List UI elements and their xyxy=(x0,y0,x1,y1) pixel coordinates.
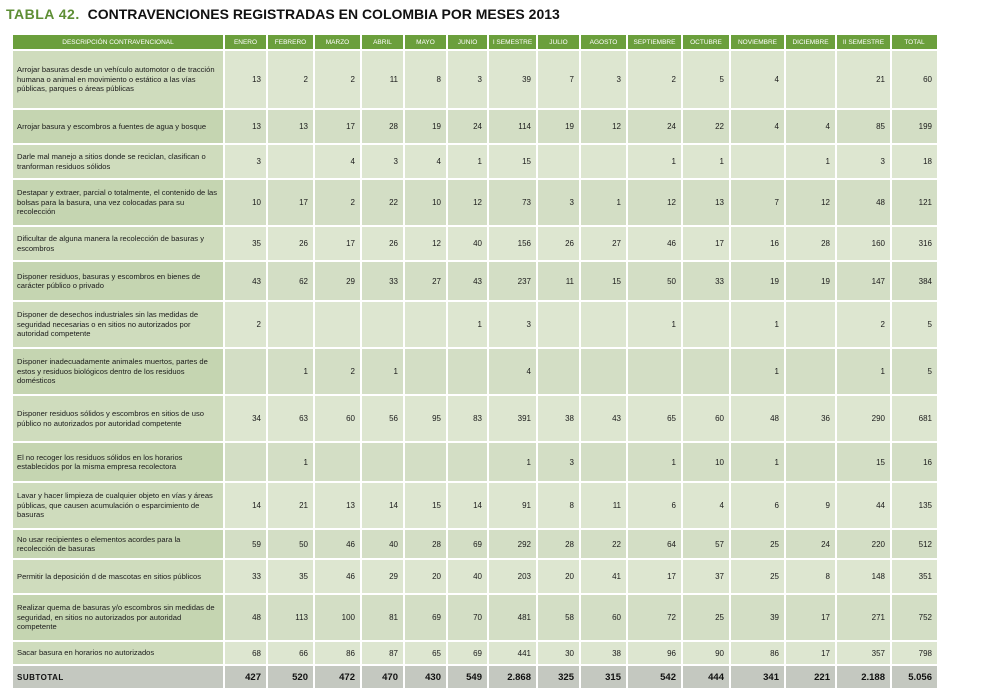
row-description: Destapar y extraer, parcial o totalmente, el contenido de las bolsas para la basura, una vez colocadas para su recolección xyxy=(13,180,223,225)
subtotal-cell: 427 xyxy=(225,666,266,688)
table-cell xyxy=(538,349,579,394)
contravenciones-table xyxy=(11,33,939,690)
row-description: Arrojar basuras desde un vehículo automotor o de tracción humana o animal en movimiento o estático a las vías públicas, parques o áreas públicas xyxy=(13,51,223,108)
table-cell: 56 xyxy=(362,396,403,441)
table-cell: 15 xyxy=(489,145,536,178)
table-cell: 7 xyxy=(731,180,784,225)
table-body xyxy=(13,51,937,664)
table-cell: 3 xyxy=(538,443,579,481)
table-cell xyxy=(581,145,626,178)
table-cell: 4 xyxy=(405,145,446,178)
table-cell: 46 xyxy=(315,530,360,558)
table-cell: 69 xyxy=(448,642,487,664)
row-description: Disponer de desechos industriales sin las medidas de seguridad necesarias o en sitios no autorizados por autoridad competente xyxy=(13,302,223,347)
table-cell: 10 xyxy=(683,443,729,481)
table-row xyxy=(13,642,937,664)
subtotal-cell: 430 xyxy=(405,666,446,688)
table-cell: 50 xyxy=(268,530,313,558)
subtotal-cell: 315 xyxy=(581,666,626,688)
subtotal-cell: 2.188 xyxy=(837,666,890,688)
table-cell: 24 xyxy=(786,530,835,558)
subtotal-cell: 2.868 xyxy=(489,666,536,688)
table-cell xyxy=(405,443,446,481)
table-cell: 113 xyxy=(268,595,313,640)
table-cell: 160 xyxy=(837,227,890,260)
table-cell: 17 xyxy=(315,227,360,260)
table-cell: 87 xyxy=(362,642,403,664)
header-row xyxy=(13,35,937,49)
row-description: Disponer residuos sólidos y escombros en sitios de uso público no autorizados por autoridad competente xyxy=(13,396,223,441)
table-cell: 39 xyxy=(731,595,784,640)
table-row xyxy=(13,595,937,640)
table-cell: 46 xyxy=(315,560,360,593)
table-cell xyxy=(538,302,579,347)
table-cell: 156 xyxy=(489,227,536,260)
table-cell: 13 xyxy=(225,110,266,143)
table-cell: 1 xyxy=(489,443,536,481)
table-cell xyxy=(786,443,835,481)
subtotal-cell: 542 xyxy=(628,666,681,688)
table-cell: 135 xyxy=(892,483,937,528)
table-cell: 27 xyxy=(581,227,626,260)
table-cell: 5 xyxy=(683,51,729,108)
table-cell xyxy=(683,349,729,394)
table-cell: 17 xyxy=(786,642,835,664)
table-row xyxy=(13,145,937,178)
table-cell: 25 xyxy=(683,595,729,640)
table-row xyxy=(13,180,937,225)
table-cell: 33 xyxy=(225,560,266,593)
table-cell: 121 xyxy=(892,180,937,225)
table-cell: 220 xyxy=(837,530,890,558)
table-cell xyxy=(268,302,313,347)
table-cell: 13 xyxy=(268,110,313,143)
table-cell: 10 xyxy=(405,180,446,225)
table-cell: 199 xyxy=(892,110,937,143)
table-cell: 26 xyxy=(362,227,403,260)
table-cell: 11 xyxy=(581,483,626,528)
table-cell: 65 xyxy=(405,642,446,664)
table-cell: 12 xyxy=(581,110,626,143)
table-cell: 66 xyxy=(268,642,313,664)
table-cell: 14 xyxy=(362,483,403,528)
table-cell: 13 xyxy=(683,180,729,225)
table-cell xyxy=(786,51,835,108)
subtotal-cell: 325 xyxy=(538,666,579,688)
table-cell: 3 xyxy=(538,180,579,225)
table-cell: 86 xyxy=(731,642,784,664)
table-cell xyxy=(581,443,626,481)
table-cell: 81 xyxy=(362,595,403,640)
table-cell: 83 xyxy=(448,396,487,441)
table-title xyxy=(6,3,560,25)
table-cell: 60 xyxy=(892,51,937,108)
table-cell: 8 xyxy=(538,483,579,528)
table-cell: 384 xyxy=(892,262,937,300)
table-cell xyxy=(581,302,626,347)
table-cell: 17 xyxy=(786,595,835,640)
table-cell: 22 xyxy=(362,180,403,225)
table-cell xyxy=(362,302,403,347)
table-cell: 1 xyxy=(628,443,681,481)
table-cell: 6 xyxy=(731,483,784,528)
table-cell: 43 xyxy=(581,396,626,441)
table-cell xyxy=(786,349,835,394)
table-cell: 65 xyxy=(628,396,681,441)
row-description: Realizar quema de basuras y/o escombros sin medidas de seguridad, en sitios no autorizados por autoridad competente xyxy=(13,595,223,640)
table-cell: 3 xyxy=(837,145,890,178)
subtotal-cell: 470 xyxy=(362,666,403,688)
table-cell: 5 xyxy=(892,349,937,394)
table-cell: 62 xyxy=(268,262,313,300)
table-cell: 19 xyxy=(538,110,579,143)
row-description: Permitir la deposición d de mascotas en sitios públicos xyxy=(13,560,223,593)
table-cell: 48 xyxy=(731,396,784,441)
table-cell: 3 xyxy=(225,145,266,178)
table-cell: 4 xyxy=(786,110,835,143)
table-cell: 1 xyxy=(268,443,313,481)
table-cell: 60 xyxy=(683,396,729,441)
table-cell: 481 xyxy=(489,595,536,640)
table-cell: 2 xyxy=(268,51,313,108)
header-cell: JUNIO xyxy=(448,35,487,49)
row-description: El no recoger los residuos sólidos en los horarios establecidos por la misma empresa recolectora xyxy=(13,443,223,481)
table-cell: 3 xyxy=(489,302,536,347)
subtotal-cell: 444 xyxy=(683,666,729,688)
table-cell: 12 xyxy=(786,180,835,225)
table-row xyxy=(13,396,937,441)
table-cell xyxy=(628,349,681,394)
table-cell: 44 xyxy=(837,483,890,528)
table-cell: 5 xyxy=(892,302,937,347)
subtotal-cell: 221 xyxy=(786,666,835,688)
table-cell: 1 xyxy=(786,145,835,178)
table-cell: 2 xyxy=(837,302,890,347)
table-cell: 25 xyxy=(731,530,784,558)
table-cell: 58 xyxy=(538,595,579,640)
table-cell: 57 xyxy=(683,530,729,558)
table-cell: 4 xyxy=(315,145,360,178)
row-description: Dificultar de alguna manera la recolección de basuras y escombros xyxy=(13,227,223,260)
table-cell: 59 xyxy=(225,530,266,558)
table-cell: 38 xyxy=(581,642,626,664)
table-row xyxy=(13,560,937,593)
table-cell: 46 xyxy=(628,227,681,260)
table-cell: 357 xyxy=(837,642,890,664)
table-cell: 148 xyxy=(837,560,890,593)
table-cell xyxy=(225,443,266,481)
table-cell: 91 xyxy=(489,483,536,528)
table-cell: 69 xyxy=(448,530,487,558)
table-cell: 3 xyxy=(362,145,403,178)
table-cell: 35 xyxy=(268,560,313,593)
table-cell: 33 xyxy=(362,262,403,300)
table-cell: 40 xyxy=(362,530,403,558)
header-cell: TOTAL xyxy=(892,35,937,49)
table-cell: 29 xyxy=(362,560,403,593)
table-cell: 28 xyxy=(362,110,403,143)
table-cell: 86 xyxy=(315,642,360,664)
table-cell: 17 xyxy=(628,560,681,593)
subtotal-label: SUBTOTAL xyxy=(13,666,223,688)
table-cell: 13 xyxy=(315,483,360,528)
table-cell: 16 xyxy=(731,227,784,260)
table-cell: 4 xyxy=(683,483,729,528)
table-cell: 2 xyxy=(315,180,360,225)
table-cell: 798 xyxy=(892,642,937,664)
header-cell: AGOSTO xyxy=(581,35,626,49)
header-cell: MARZO xyxy=(315,35,360,49)
table-row xyxy=(13,443,937,481)
table-cell: 26 xyxy=(538,227,579,260)
table-row xyxy=(13,51,937,108)
header-cell: NOVIEMBRE xyxy=(731,35,784,49)
table-cell: 237 xyxy=(489,262,536,300)
table-cell: 203 xyxy=(489,560,536,593)
table-row xyxy=(13,483,937,528)
table-cell: 36 xyxy=(786,396,835,441)
table-cell: 1 xyxy=(448,302,487,347)
table-cell: 441 xyxy=(489,642,536,664)
table-cell: 1 xyxy=(731,443,784,481)
table-cell: 1 xyxy=(837,349,890,394)
table-row xyxy=(13,110,937,143)
table-cell: 11 xyxy=(538,262,579,300)
header-description: DESCRIPCIÓN CONTRAVENCIONAL xyxy=(13,35,223,49)
table-caption: CONTRAVENCIONES REGISTRADAS EN COLOMBIA POR MESES 2013 xyxy=(87,6,560,22)
table-cell: 14 xyxy=(225,483,266,528)
table-cell: 512 xyxy=(892,530,937,558)
header-cell: SEPTIEMBRE xyxy=(628,35,681,49)
table-cell: 35 xyxy=(225,227,266,260)
table-cell: 100 xyxy=(315,595,360,640)
table-number: TABLA 42. xyxy=(6,6,80,22)
table-cell: 63 xyxy=(268,396,313,441)
table-cell: 22 xyxy=(581,530,626,558)
subtotal-cell: 5.056 xyxy=(892,666,937,688)
table-cell: 48 xyxy=(225,595,266,640)
table-cell: 1 xyxy=(581,180,626,225)
table-cell xyxy=(268,145,313,178)
table-cell: 681 xyxy=(892,396,937,441)
table-cell: 28 xyxy=(538,530,579,558)
table-cell xyxy=(315,443,360,481)
table-cell: 1 xyxy=(268,349,313,394)
table-cell: 21 xyxy=(268,483,313,528)
header-cell: ENERO xyxy=(225,35,266,49)
table-cell: 90 xyxy=(683,642,729,664)
header-cell: FEBRERO xyxy=(268,35,313,49)
table-cell: 12 xyxy=(405,227,446,260)
table-cell: 13 xyxy=(225,51,266,108)
table-cell: 33 xyxy=(683,262,729,300)
table-cell xyxy=(683,302,729,347)
table-cell: 25 xyxy=(731,560,784,593)
table-row xyxy=(13,530,937,558)
table-cell: 40 xyxy=(448,227,487,260)
table-cell: 1 xyxy=(628,302,681,347)
table-cell: 1 xyxy=(628,145,681,178)
table-cell: 9 xyxy=(786,483,835,528)
table-cell: 12 xyxy=(448,180,487,225)
table-cell: 20 xyxy=(405,560,446,593)
table-cell: 1 xyxy=(362,349,403,394)
table-cell: 752 xyxy=(892,595,937,640)
table-cell: 18 xyxy=(892,145,937,178)
table-cell xyxy=(786,302,835,347)
table-row xyxy=(13,349,937,394)
table-cell: 69 xyxy=(405,595,446,640)
table-cell: 64 xyxy=(628,530,681,558)
table-cell: 3 xyxy=(448,51,487,108)
table-cell: 39 xyxy=(489,51,536,108)
header-cell: MAYO xyxy=(405,35,446,49)
table-cell: 24 xyxy=(628,110,681,143)
table-cell: 43 xyxy=(448,262,487,300)
table-cell: 60 xyxy=(581,595,626,640)
table-cell: 40 xyxy=(448,560,487,593)
table-cell: 4 xyxy=(489,349,536,394)
table-cell: 15 xyxy=(837,443,890,481)
table-row xyxy=(13,262,937,300)
table-cell: 50 xyxy=(628,262,681,300)
table-cell: 26 xyxy=(268,227,313,260)
row-description: Lavar y hacer limpieza de cualquier objeto en vías y áreas públicas, que causen acumulación o esparcimiento de basuras xyxy=(13,483,223,528)
table-cell: 2 xyxy=(315,51,360,108)
table-cell: 34 xyxy=(225,396,266,441)
table-cell: 10 xyxy=(225,180,266,225)
table-cell: 7 xyxy=(538,51,579,108)
table-cell: 21 xyxy=(837,51,890,108)
table-cell: 19 xyxy=(405,110,446,143)
table-cell: 37 xyxy=(683,560,729,593)
table-cell: 68 xyxy=(225,642,266,664)
table-cell: 1 xyxy=(448,145,487,178)
table-cell: 95 xyxy=(405,396,446,441)
table-cell: 72 xyxy=(628,595,681,640)
table-cell: 8 xyxy=(405,51,446,108)
table-cell: 17 xyxy=(315,110,360,143)
table-cell: 16 xyxy=(892,443,937,481)
header-cell: DICIEMBRE xyxy=(786,35,835,49)
table-cell: 351 xyxy=(892,560,937,593)
subtotal-row xyxy=(13,666,937,688)
table-cell: 8 xyxy=(786,560,835,593)
header-cell: OCTUBRE xyxy=(683,35,729,49)
table-cell: 70 xyxy=(448,595,487,640)
table-cell: 15 xyxy=(581,262,626,300)
table-cell: 3 xyxy=(581,51,626,108)
table-cell: 1 xyxy=(683,145,729,178)
table-cell: 391 xyxy=(489,396,536,441)
table-cell: 28 xyxy=(405,530,446,558)
table-cell: 20 xyxy=(538,560,579,593)
table-cell: 12 xyxy=(628,180,681,225)
table-cell: 6 xyxy=(628,483,681,528)
header-cell: ABRIL xyxy=(362,35,403,49)
table-cell: 85 xyxy=(837,110,890,143)
table-cell xyxy=(581,349,626,394)
table-cell: 15 xyxy=(405,483,446,528)
subtotal-cell: 472 xyxy=(315,666,360,688)
table-cell xyxy=(448,443,487,481)
table-cell xyxy=(362,443,403,481)
table-cell: 96 xyxy=(628,642,681,664)
table-cell: 14 xyxy=(448,483,487,528)
table-cell: 1 xyxy=(731,302,784,347)
table-cell xyxy=(225,349,266,394)
table-cell: 48 xyxy=(837,180,890,225)
row-description: Darle mal manejo a sitios donde se reciclan, clasifican o tranforman residuos sólidos xyxy=(13,145,223,178)
table-cell: 19 xyxy=(731,262,784,300)
table-cell: 22 xyxy=(683,110,729,143)
table-cell: 73 xyxy=(489,180,536,225)
table-row xyxy=(13,227,937,260)
table-cell: 17 xyxy=(268,180,313,225)
table-cell: 4 xyxy=(731,51,784,108)
subtotal-cell: 341 xyxy=(731,666,784,688)
table-cell: 19 xyxy=(786,262,835,300)
table-cell: 292 xyxy=(489,530,536,558)
table-cell: 43 xyxy=(225,262,266,300)
table-cell: 4 xyxy=(731,110,784,143)
table-cell: 147 xyxy=(837,262,890,300)
table-cell xyxy=(448,349,487,394)
table-cell xyxy=(405,302,446,347)
table-cell: 11 xyxy=(362,51,403,108)
row-description: Disponer inadecuadamente animales muertos, partes de estos y residuos biológicos dentro de los residuos domésticos xyxy=(13,349,223,394)
table-cell: 316 xyxy=(892,227,937,260)
row-description: Sacar basura en horarios no autorizados xyxy=(13,642,223,664)
table-cell xyxy=(315,302,360,347)
subtotal-cell: 549 xyxy=(448,666,487,688)
row-description: Arrojar basura y escombros a fuentes de agua y bosque xyxy=(13,110,223,143)
header-cell: I SEMESTRE xyxy=(489,35,536,49)
row-description: No usar recipientes o elementos acordes para la recolección de basuras xyxy=(13,530,223,558)
table-cell: 290 xyxy=(837,396,890,441)
table-cell: 27 xyxy=(405,262,446,300)
table-cell: 114 xyxy=(489,110,536,143)
header-cell: II SEMESTRE xyxy=(837,35,890,49)
table-cell: 30 xyxy=(538,642,579,664)
table-cell xyxy=(731,145,784,178)
subtotal-cell: 520 xyxy=(268,666,313,688)
table-cell xyxy=(405,349,446,394)
header-cell: JULIO xyxy=(538,35,579,49)
table-cell: 2 xyxy=(315,349,360,394)
table-cell: 28 xyxy=(786,227,835,260)
row-description: Disponer residuos, basuras y escombros en bienes de carácter público o privado xyxy=(13,262,223,300)
table-cell: 2 xyxy=(225,302,266,347)
table-cell: 60 xyxy=(315,396,360,441)
table-cell: 38 xyxy=(538,396,579,441)
table-cell: 2 xyxy=(628,51,681,108)
table-cell: 41 xyxy=(581,560,626,593)
table-cell: 17 xyxy=(683,227,729,260)
table-cell xyxy=(538,145,579,178)
table-cell: 29 xyxy=(315,262,360,300)
table-row xyxy=(13,302,937,347)
table-cell: 271 xyxy=(837,595,890,640)
table-cell: 24 xyxy=(448,110,487,143)
table-cell: 1 xyxy=(731,349,784,394)
